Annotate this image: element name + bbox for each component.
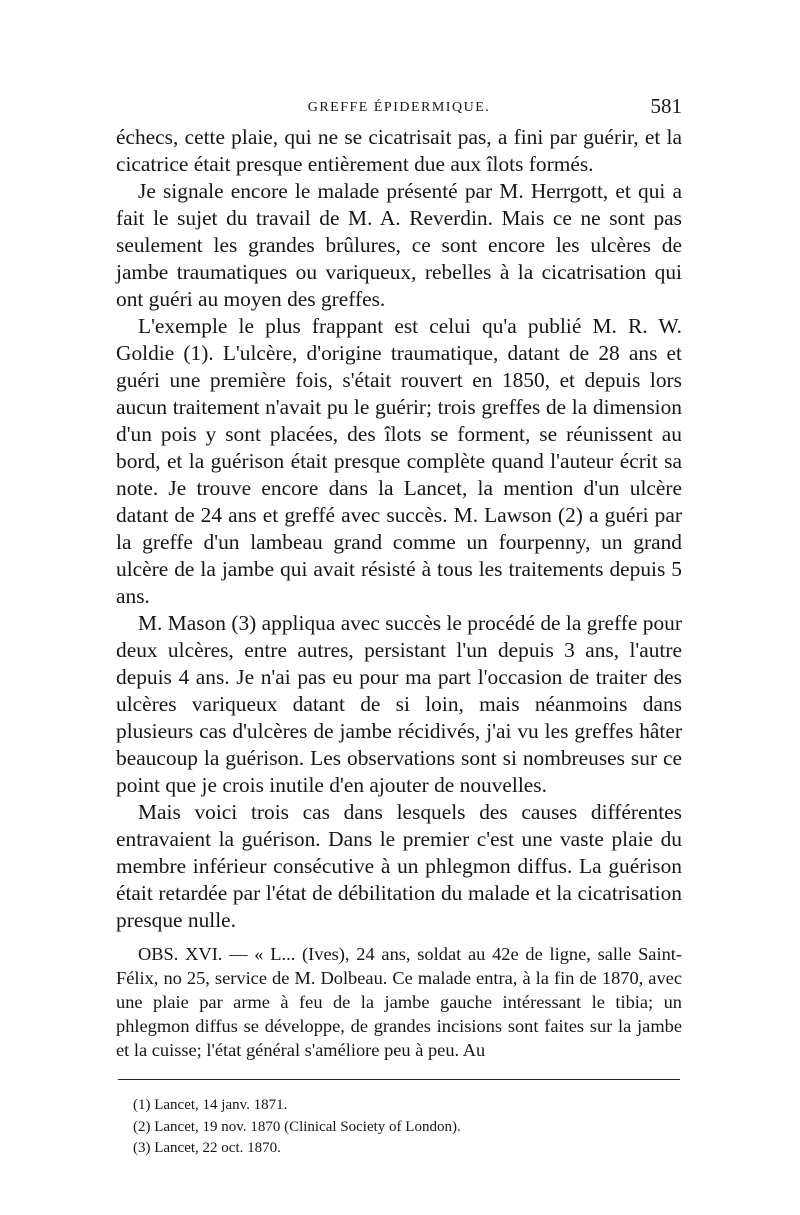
paragraph-4: M. Mason (3) appliqua avec succès le procédé de la greffe pour deux ulcères, entre autres, persistant l'un depuis 3 ans, l'autre depuis 4 ans. Je n'ai pas eu pour ma part l'occasion de traiter des ulcères variqueux datant de si loin, mais néanmoins dans plusieurs cas d'ulcères de jambe récidivés, j'ai vu les greffes hâter beaucoup la guérison. Les observations sont si nombreuses sur ce point que je crois inutile d'en ajouter de nouvelles. bbox=[116, 611, 682, 797]
page-number: 581 bbox=[650, 94, 682, 118]
paragraph-1: échecs, cette plaie, qui ne se cicatrisait pas, a fini par guérir, et la cicatrice était presque entièrement due aux îlots formés. bbox=[116, 125, 682, 176]
paragraph-3: L'exemple le plus frappant est celui qu'a publié M. R. W. Goldie (1). L'ulcère, d'origine traumatique, datant de 28 ans et guéri une première fois, s'était rouvert en 1850, et depuis lors aucun traitement n'avait pu le guérir; trois greffes de la dimension d'un pois y sont placées, des îlots se forment, se réunissent au bord, et la guérison était presque complète quand l'auteur écrit sa note. Je trouve encore dans la Lancet, la mention d'un ulcère datant de 24 ans et greffé avec succès. M. Lawson (2) a guéri par la greffe d'un lambeau grand comme un fourpenny, un grand ulcère de la jambe qui avait résisté à tous les traitements depuis 5 ans. bbox=[116, 314, 682, 608]
page-header bbox=[116, 92, 682, 122]
footnotes bbox=[133, 1095, 673, 1160]
observation-xvi: OBS. XVI. — « L... (Ives), 24 ans, soldat au 42e de ligne, salle Saint-Félix, no 25, service de M. Dolbeau. Ce malade entra, à la fin de 1870, avec une plaie par arme à feu de la jambe gauche intéressant le tibia; un phlegmon diffus se développe, de grandes incisions sont faites sur la jambe et la cuisse; l'état général s'améliore peu à peu. Au bbox=[116, 944, 682, 1060]
footnote-3: (3) Lancet, 22 oct. 1870. bbox=[133, 1140, 281, 1156]
footnote-2: (2) Lancet, 19 nov. 1870 (Clinical Society of London). bbox=[133, 1118, 461, 1135]
footnote-divider bbox=[118, 1079, 680, 1080]
paragraph-5: Mais voici trois cas dans lesquels des causes différentes entravaient la guérison. Dans le premier c'est une vaste plaie du membre inférieur consécutive à un phlegmon diffus. La guérison était retardée par l'état de débilitation du malade et la cicatrisation presque nulle. bbox=[116, 800, 682, 932]
main-text bbox=[116, 124, 682, 1062]
running-title: GREFFE ÉPIDERMIQUE. bbox=[307, 100, 491, 115]
footnote-1: (1) Lancet, 14 janv. 1871. bbox=[133, 1097, 288, 1113]
paragraph-2: Je signale encore le malade présenté par M. Herrgott, et qui a fait le sujet du travail de M. A. Reverdin. Mais ce ne sont pas seulement les grandes brûlures, ce sont encore les ulcères de jambe traumatiques ou variqueux, rebelles à la cicatrisation qui ont guéri au moyen des greffes. bbox=[116, 179, 682, 311]
